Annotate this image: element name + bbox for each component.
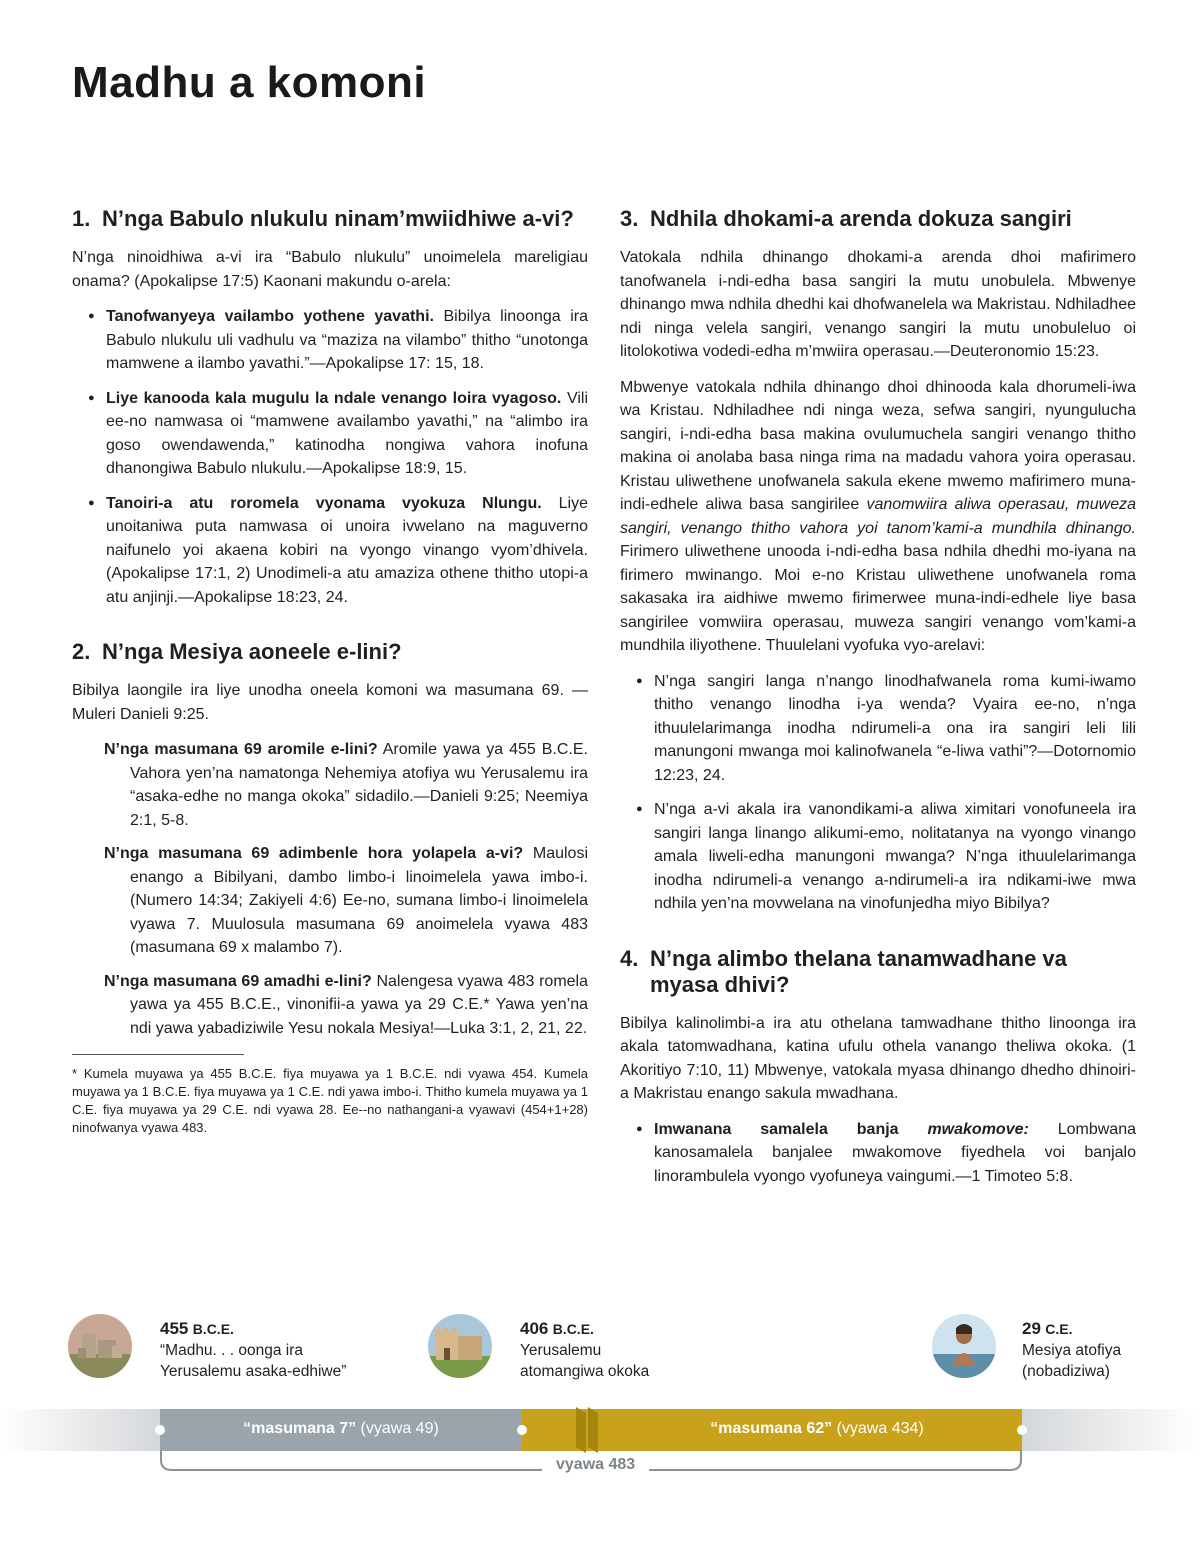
list-item — [620, 1118, 1136, 1189]
section-1-list — [72, 305, 588, 609]
list-item-text: Bibilya linoonga ira Babulo nlukulu uli vadhulu va “maziza na vilambo” thitho “unotonga mamwene a ilambo yavathi.”—Apokalipse 17: 15, 18. — [106, 308, 588, 372]
segment-7-label — [160, 1420, 522, 1438]
timeline-dot-29 — [1017, 1425, 1027, 1435]
milestone-29 — [1022, 1318, 1121, 1382]
list-item-text: Liye unoitaniwa puta namwasa oi unoira ivwelano na maguverno naifunelo yoi akaena kobiri na vyongo vinango vyom’dhivela. (Apokalipse 17:1, 2) Unodimeli-a atu amaziza othene thitho utopi-a atu anjinji.—Apokalipse 18:23, 24. — [106, 494, 588, 606]
milestone-text: atomangiwa okoka — [520, 1363, 650, 1380]
section-1-intro: N’nga ninoidhiwa a-vi ira “Babulo nlukulu” unoimelela mareligiau onama? (Apokalipse 17:5) Kaonani makundu o-arela: — [72, 249, 588, 290]
footnote-divider — [72, 1054, 244, 1055]
qa-answer: Maulosi enango a Bibilyani, dambo limbo-i linoimelela yawa imbo-i. (Numero 14:34; Zakiyeli 4:6) Ee-no, sumana limbo-i linoimelela vyawa 7. Muulosula masumana 69 anoimelela vyawa 483 (masumana 69 x malambo 7). — [130, 845, 589, 956]
list-item-text: Lombwana kanosamalela banjalee mwakomove fiyedhela voi banjalo linorambulela vyongo vyofuneya vaingumi.—1 Timoteo 5:8. — [654, 1120, 1136, 1185]
list-item — [72, 492, 588, 610]
section-title: N’nga Mesiya aoneele e-lini? — [102, 639, 402, 664]
segment-label-bold: “masumana 7” — [243, 1420, 357, 1437]
section-4-list — [620, 1118, 1136, 1189]
qa-question: N’nga masumana 69 amadhi e-lini? — [104, 972, 372, 990]
list-item-text: Vili ee-no namwasa oi “mamwene availambo yavathi,” na “alimbo ira goso owendawenda,” katinodha nongiwa vahora inofuna dhanongiwa Babulo nlukulu.—Apokalipse 18:9, 15. — [106, 389, 588, 477]
page-title: Madhu a komoni — [72, 58, 427, 107]
section-title: N’nga Babulo nlukulu ninam’mwiidhiwe a-vi? — [102, 206, 574, 231]
segment-label-rest: (vyawa 49) — [356, 1420, 439, 1437]
segment-label-rest: (vyawa 434) — [832, 1420, 924, 1437]
list-item-lead: Imwanana samalela banja — [654, 1120, 928, 1138]
milestone-text: Mesiya atofiya — [1022, 1342, 1122, 1359]
section-number: 4. — [620, 945, 639, 971]
list-item-lead: Liye kanooda kala mugulu la ndale venango loira vyagoso. — [106, 389, 562, 407]
list-item: ● N’nga a-vi akala ira vanondikami-a aliwa ximitari vonofuneela ira sangiri langa linango alikumi-emo, nolitatanya na vyongo vinango amala liweli-edha manungoni mwanga? N’nga ithuulelarimanga inodha ndirumeli-a venango a-ndirumeli-a ira ndikami-iwe mwa ndhila yen’na movwelana na vinofunjedha miyo Bibilya? — [620, 798, 1136, 916]
section-number: 1. — [72, 206, 91, 231]
milestone-era: B.C.E. — [552, 1321, 594, 1337]
qa-item — [88, 842, 588, 960]
qa-item — [88, 738, 588, 832]
baptism-image — [932, 1314, 996, 1378]
para-text: Firimero uliwethene unooda i-ndi-edha basa ndhila dhedhi mo-iyana na firimero mwinango. Moi e-no Kristau uliwethene unofwanela roma sakasaka ira aidhiwe mwemo firimerwee muna-indi-edhele liye basa sangirilee vomwiira operasau, muweza sangiri venango vom’kami-a mundhila iliyothene. Thuulelani vyofuka vyo-arelavi: — [620, 543, 1136, 654]
qa-question: N’nga masumana 69 adimbenle hora yolapela a-vi? — [104, 845, 524, 862]
section-1-heading — [72, 206, 588, 232]
milestone-text: Yerusalemu — [520, 1342, 602, 1359]
section-3-heading — [620, 206, 1136, 232]
section-number: 3. — [620, 206, 639, 231]
list-item-lead: Tanofwanyeya vailambo yothene yavathi. — [106, 308, 434, 325]
section-4-heading — [620, 946, 1136, 998]
list-item — [72, 387, 588, 481]
ruined-city-image — [68, 1314, 132, 1378]
milestone-year: 406 — [520, 1319, 549, 1338]
timeline-dot-406 — [517, 1425, 527, 1435]
timeline-total: vyawa 483 — [542, 1456, 649, 1474]
milestone-455 — [160, 1318, 346, 1382]
list-item: ● N’nga sangiri langa n’nango linodhafwanela roma kumi-iwamo thitho venango linodha i-ya wenda? Vyaira ee-no, n’nga ithuulelarimanga inodha ndirumeli-a ona ira sangiri leli lili manungoni mwanga moi kalinofwanela “e-liwa vathi”?—Dotornomio 12:23, 24. — [620, 670, 1136, 788]
timeline-band-end — [1022, 1409, 1200, 1451]
milestone-era: C.E. — [1045, 1321, 1073, 1337]
milestone-year: 455 — [160, 1319, 189, 1338]
milestone-text: Yerusalemu asaka-edhiwe” — [160, 1363, 347, 1380]
timeline-band-start — [0, 1409, 160, 1451]
para-italic: vanomwiira aliwa operasau, muweza sangiri, venango thitho vahora yoi tanom’kami-a mundhila dhinango. — [620, 496, 1137, 537]
section-3-para-1: Vatokala ndhila dhinango dhokami-a arenda dhoi mafirimero tanofwanela i-ndi-edha basa sangiri la mutu unobulela. Mbwenye dhinango mwa ndhila dhedhi kai dhofwanelela wa Makristau. Ndhiladhee ndi ninga velela sangiri, venango sangiri la mutu unobuleluo oi litolokotiwa vodedi-edha m’mwiira operasau.—Deuteronomio 15:23. — [620, 249, 1136, 360]
timeline-break-icon — [572, 1403, 602, 1457]
timeline — [0, 1300, 1200, 1480]
right-column — [620, 206, 1136, 1200]
qa-answer: Aromile yawa ya 455 B.C.E. Vahora yen’na namatonga Nehemiya atofiya wu Yerusalemu ira “asaka-edhe no manga okoka” sidadilo.—Danieli 9:25; Neemiya 2:1, 5-8. — [130, 741, 588, 829]
milestone-year: 29 — [1022, 1319, 1041, 1338]
section-4-para-1: Bibilya kalinolimbi-a ira atu othelana tamwadhane thitho linoonga ira akala tatomwadhana, katina ufulu othela vanango theliwa okoka. (1 Akoritiyo 7:10, 11) Mbwenye, vatokala myasa dhinango dhedho dhinoiri-a Makristau enango sakula mwadhana. — [620, 1014, 1136, 1102]
list-item-lead: Tanoiri-a atu roromela vyonama vyokuza Nlungu. — [106, 494, 542, 512]
left-column — [72, 206, 588, 1137]
section-2-intro: Bibilya laongile ira liye unodha oneela komoni wa masumana 69. —Muleri Danieli 9:25. — [72, 682, 588, 723]
milestone-text: (nobadiziwa) — [1022, 1363, 1110, 1380]
section-3-list — [620, 670, 1136, 916]
section-3-para-2 — [620, 376, 1136, 658]
segment-label-bold: “masumana 62” — [710, 1420, 833, 1437]
milestone-era: B.C.E. — [192, 1321, 234, 1337]
timeline-dot-455 — [155, 1425, 165, 1435]
qa-question: N’nga masumana 69 aromile e-lini? — [104, 741, 378, 758]
section-title: Ndhila dhokami-a arenda dokuza sangiri — [650, 206, 1072, 231]
segment-62-label — [612, 1420, 1022, 1438]
qa-item — [88, 970, 588, 1041]
milestone-text: “Madhu. . . oonga ira — [160, 1342, 304, 1359]
qa-answer: Nalengesa vyawa 483 romela yawa ya 455 B.C.E., vinonifii-a yawa ya 29 C.E.* Yawa yen’na ndi yawa yabadiziwile Yesu nokala Mesiya!—Luka 3:1, 2, 21, 22. — [130, 972, 588, 1037]
footnote: * Kumela muyawa ya 455 B.C.E. fiya muyawa ya 1 B.C.E. ndi vyawa 454. Kumela muyawa ya 1 B.C.E. fiya muyawa ya 1 C.E. ndi yawa imbo-i. Thitho kumela muyawa ya 1 C.E. fiya muyawa ya 29 C.E. ndi vyawa 28. Ee--no nathangani-a vyawavi (454+1+28) ninofwanya vyawa 483. — [72, 1066, 588, 1135]
section-2-heading — [72, 639, 588, 665]
list-item — [72, 305, 588, 376]
milestone-406 — [520, 1318, 649, 1382]
section-title: N’nga alimbo thelana tanamwadhane va myasa dhivi? — [650, 945, 1067, 997]
list-item-lead-italic: mwakomove: — [927, 1120, 1029, 1138]
section-number: 2. — [72, 639, 91, 664]
para-text: Mbwenye vatokala ndhila dhinango dhoi dhinooda kala dhorumeli-iwa wa Kristau. Ndhiladhee ndi ninga weza, sefwa sangiri, nyungulucha sangiri, i-ndi-edha basa makina ovulumuchela sangiri venango thitho makina oi anolaba basa ninga rima na madadu vahora yoira operasau. Kristau uliwethene unofwanela sakula ekene mwemo mafirimero muna-indi-edhele aliwa basa sangirilee — [620, 378, 1136, 513]
rebuilt-city-image — [428, 1314, 492, 1378]
